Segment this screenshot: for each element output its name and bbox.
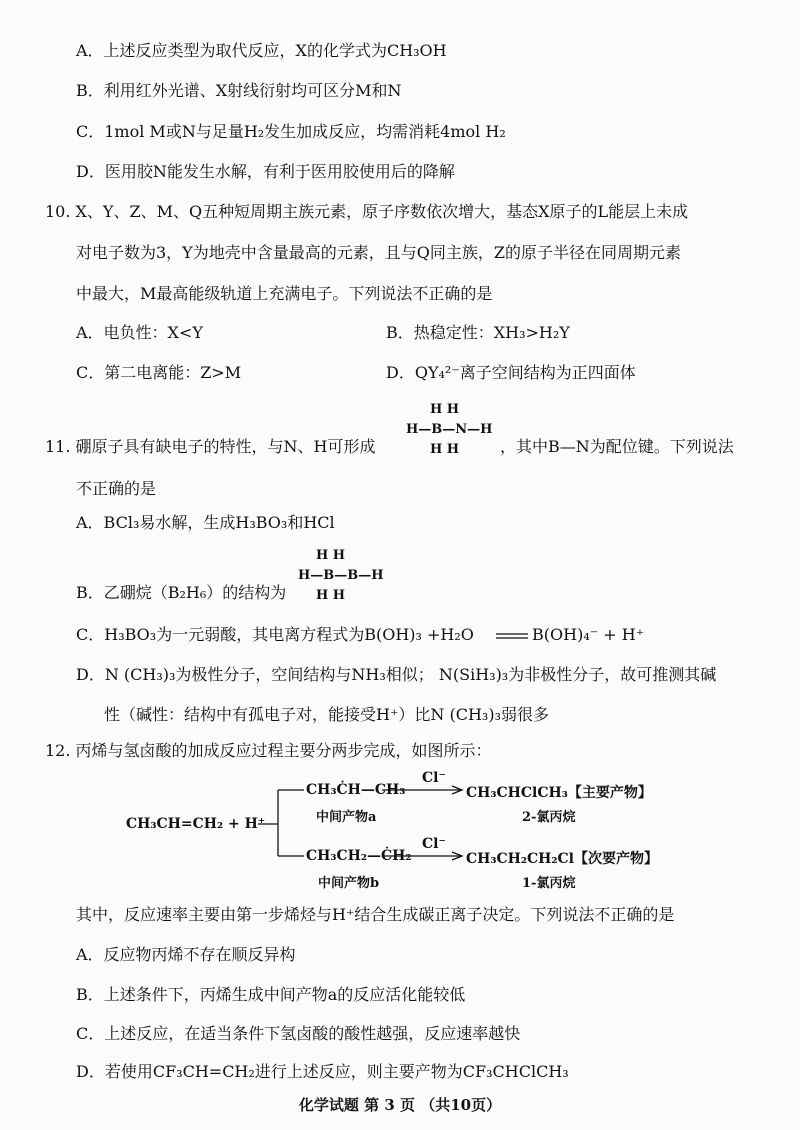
q11-option-b: B．乙硼烷（B₂H₆）的结构为 (76, 583, 287, 602)
chloride-reagent-a: Cl⁻ (422, 770, 446, 786)
equilibrium-arrow-icon (494, 630, 530, 642)
q11-option-c: C．H₃BO₃为一元弱酸，其电离方程式为B(OH)₃ +H₂O (76, 625, 474, 644)
q11-stem-line2: 不正确的是 (76, 479, 157, 498)
q10-option-a: A．电负性：X<Y (76, 323, 203, 342)
q11-stem-line1a: 11. 硼原子具有缺电子的特性，与N、H可形成 (45, 437, 376, 456)
q10-stem-line2: 对电子数为3，Y为地壳中含量最高的元素，且与Q同主族，Z的原子半径在同周期元素 (76, 243, 681, 262)
q12-option-b: B．上述条件下，丙烯生成中间产物a的反应活化能较低 (76, 985, 466, 1004)
q10-option-d: D．QY₄²⁻离子空间结构为正四面体 (386, 363, 636, 382)
q11-stem-line1b: ，其中B—N为配位键。下列说法 (500, 437, 734, 456)
diborane-structure: H H H—B—B—H H H (298, 548, 384, 603)
intermediate-a: CH₃ĊH—CH₃ (306, 782, 406, 798)
intermediate-a-label: 中间产物a (316, 810, 377, 825)
q12-option-c: C．上述反应，在适当条件下氢卤酸的酸性越强，反应速率越快 (76, 1024, 521, 1043)
reactant-label: CH₃CH=CH₂ + H⁺ (126, 816, 266, 832)
q12-stem-line2: 其中，反应速率主要由第一步烯烃与H⁺结合生成碳正离子决定。下列说法不正确的是 (76, 905, 675, 924)
ammonia-borane-structure: H H H—B—N—H H H (406, 402, 493, 457)
q11-option-a: A．BCl₃易水解，生成H₃BO₃和HCl (76, 513, 335, 532)
page-footer: 化学试题 第 3 页 （共10页） (298, 1096, 502, 1114)
product-b: CH₃CH₂CH₂Cl【次要产物】 (466, 851, 658, 867)
q10-stem-line3: 中最大，M最高能级轨道上充满电子。下列说法不正确的是 (76, 284, 493, 303)
q11-option-c-product: B(OH)₄⁻ + H⁺ (532, 625, 645, 644)
q9-option-d: D．医用胶N能发生水解，有利于医用胶使用后的降解 (76, 162, 455, 181)
product-a-name: 2-氯丙烷 (522, 810, 576, 825)
reaction-pathway-diagram (0, 770, 800, 890)
q12-stem-line1: 12. 丙烯与氢卤酸的加成反应过程主要分两步完成，如图所示： (45, 741, 492, 760)
q10-option-c: C．第二电离能：Z>M (76, 363, 242, 382)
intermediate-b-label: 中间产物b (318, 876, 380, 891)
q11-option-d-line2: 性（碱性：结构中有孤电子对，能接受H⁺）比N (CH₃)₃弱很多 (104, 705, 549, 724)
q11-option-d-line1: D．N (CH₃)₃为极性分子，空间结构与NH₃相似； N(SiH₃)₃为非极性分子，故可推测其碱 (76, 665, 717, 684)
intermediate-b: CH₃CH₂—ĊH₂ (306, 848, 412, 864)
product-b-name: 1-氯丙烷 (522, 876, 576, 891)
q10-stem-line1: 10. X、Y、Z、M、Q五种短周期主族元素，原子序数依次增大，基态X原子的L能层上未成 (45, 202, 689, 221)
q9-option-a: A．上述反应类型为取代反应，X的化学式为CH₃OH (76, 41, 447, 60)
q12-option-d: D．若使用CF₃CH=CH₂进行上述反应，则主要产物为CF₃CHClCH₃ (76, 1062, 569, 1081)
q9-option-c: C．1mol M或N与足量H₂发生加成反应，均需消耗4mol H₂ (76, 122, 506, 141)
product-a: CH₃CHClCH₃【主要产物】 (466, 785, 652, 801)
chloride-reagent-b: Cl⁻ (422, 836, 446, 852)
q9-option-b: B．利用红外光谱、X射线衍射均可区分M和N (76, 81, 402, 100)
q10-option-b: B．热稳定性：XH₃>H₂Y (386, 323, 570, 342)
q12-option-a: A．反应物丙烯不存在顺反异构 (76, 945, 296, 964)
